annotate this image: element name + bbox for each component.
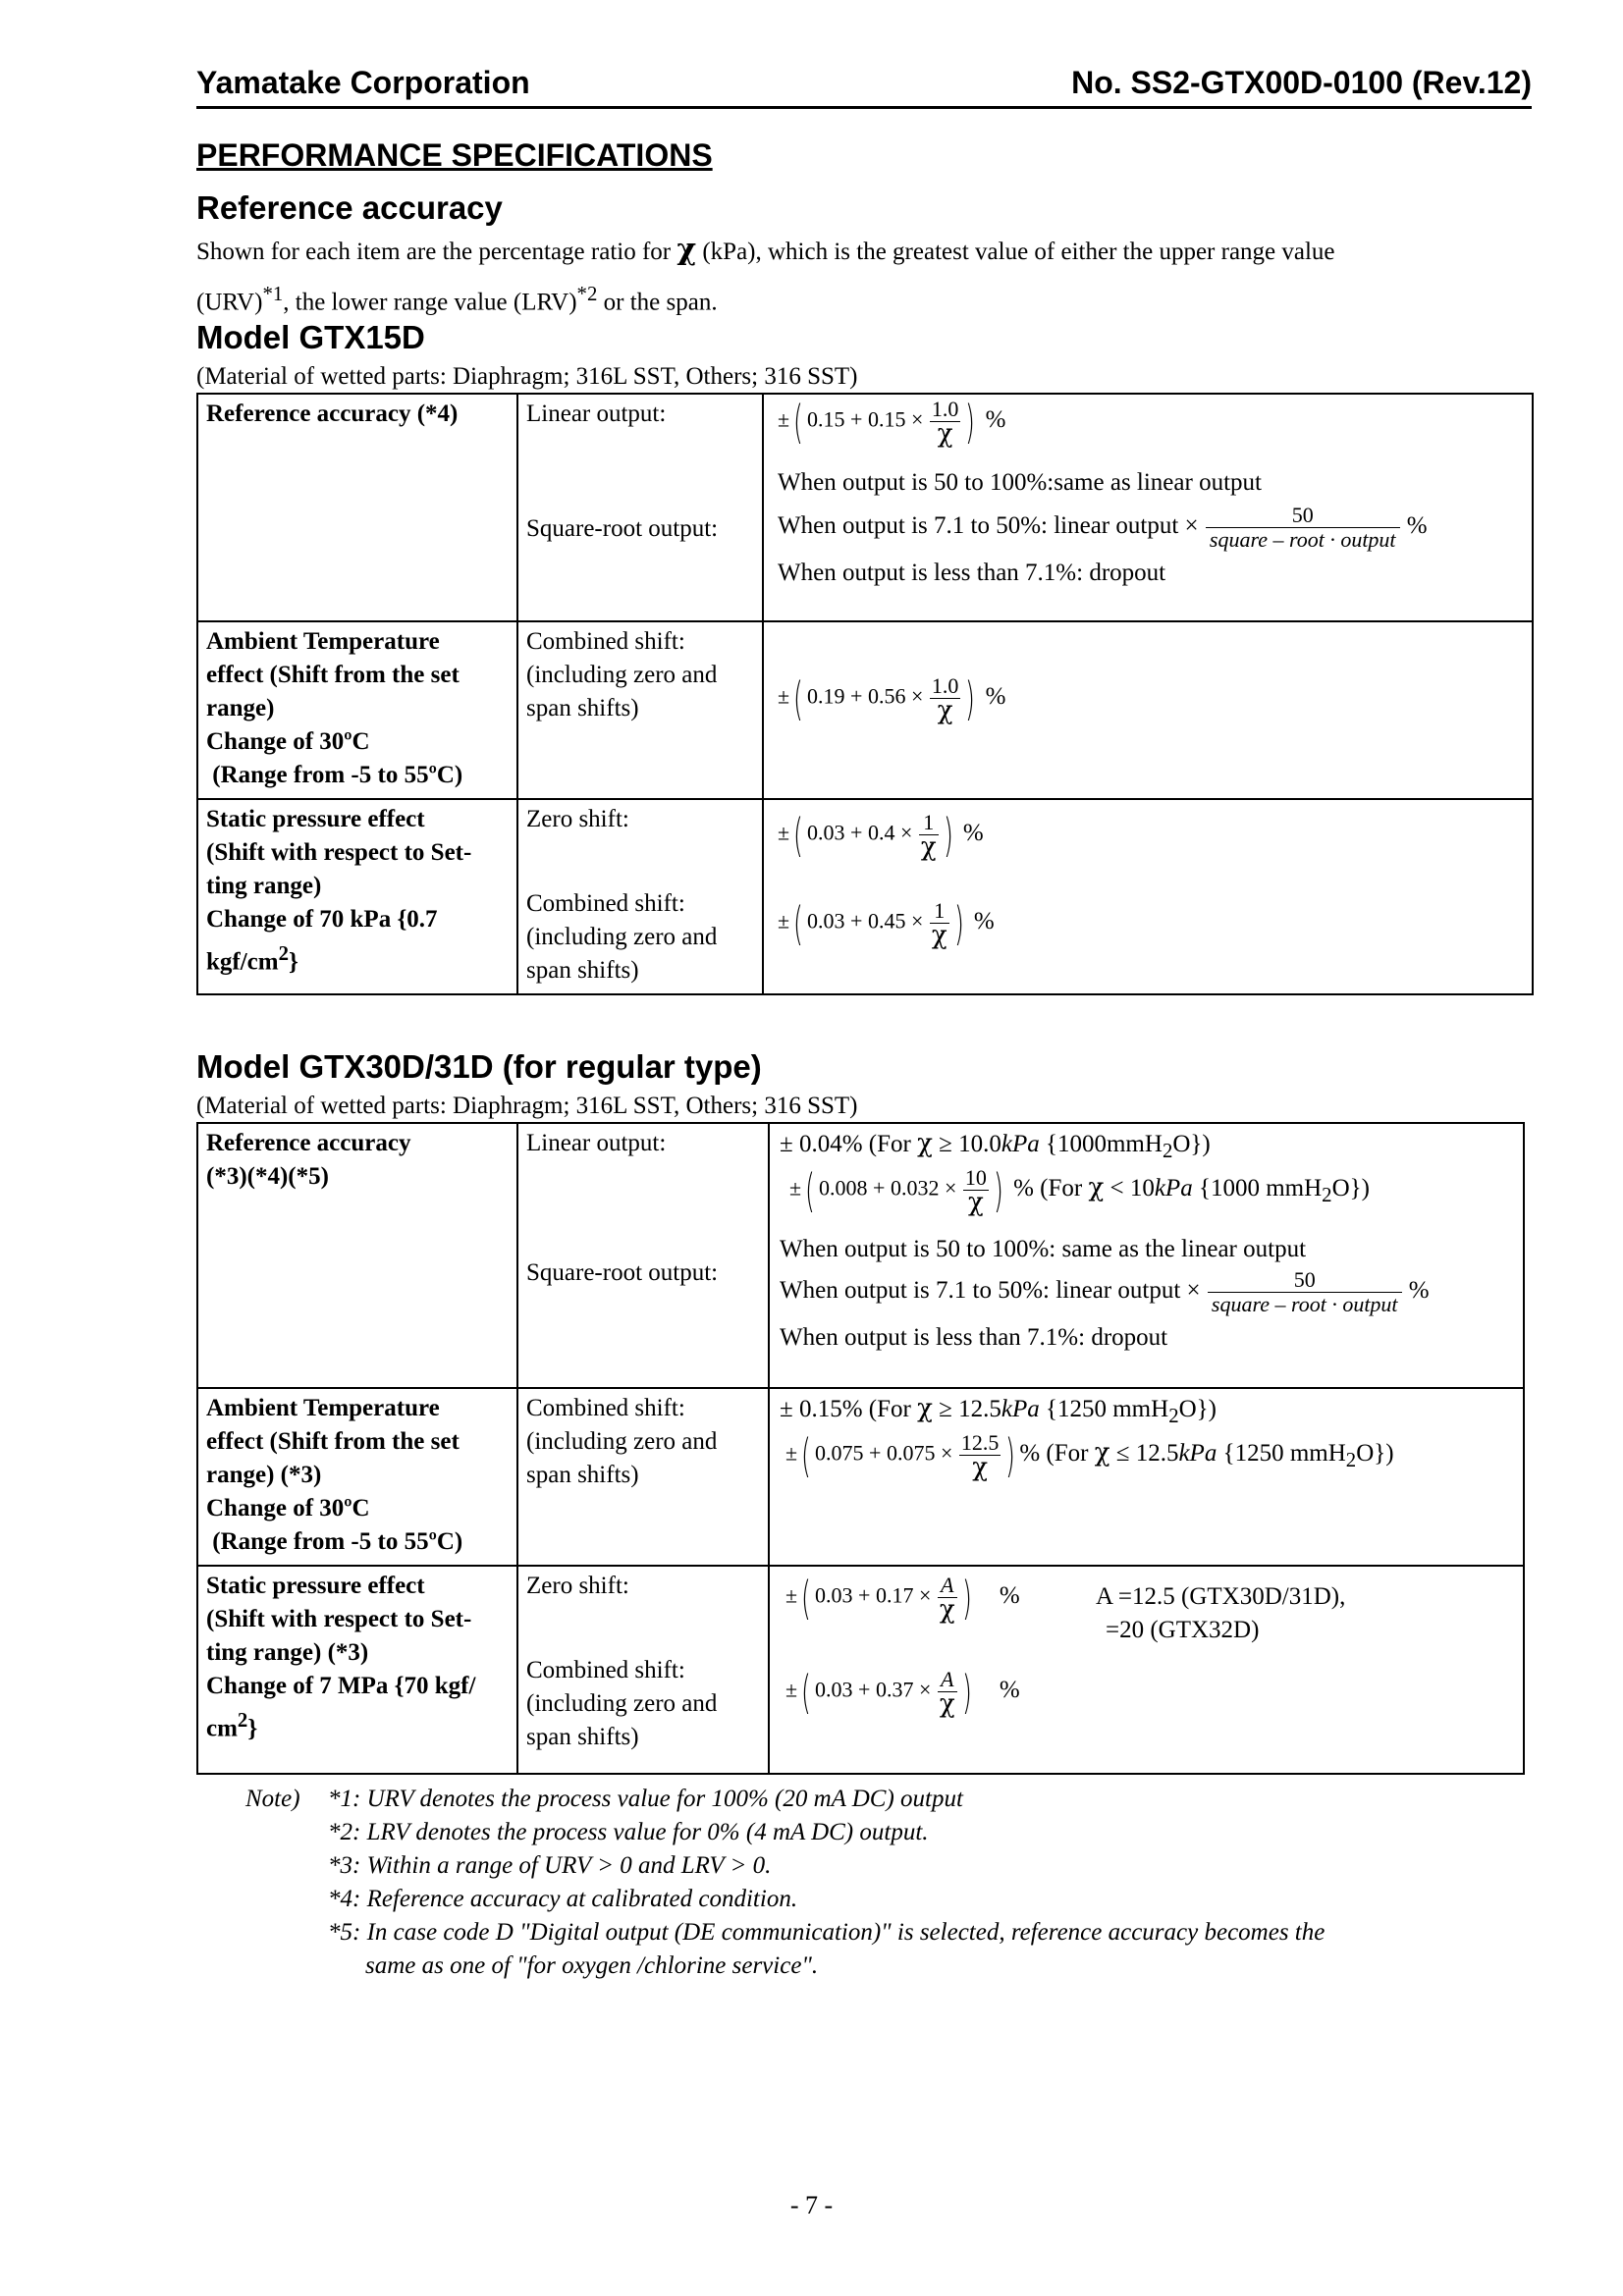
gtx15d-table xyxy=(196,393,1534,995)
linear-line-2: ±( 0.008 + 0.032 × $\frac{10}{\chi}$ ) % (For χ < 10kPa {1000 mmH$_2$O}) xyxy=(789,1163,1370,1217)
sqrt-line-1: When output is 50 to 100%:same as linear output xyxy=(778,469,1262,496)
sqrt-line-3: When output is less than 7.1%: dropout xyxy=(778,560,1166,586)
row-label: Static pressure effect (Shift with respect to Set- ting range) (*3) Change of 7 MPa {70 kgf/ $cm^2$} xyxy=(197,1566,517,1774)
sqrt-line-2: When output is 7.1 to 50%: linear output × $\frac{50}{\text{square – root · output}}$ % xyxy=(780,1267,1430,1316)
zero-shift-formula: ±( 0.03 + 0.4 × $\frac{1}{\chi}$ ) % xyxy=(778,808,984,862)
intro-line-2: (URV)$^{*1}$, the lower range value (LRV)$^{*2}$ or the span. xyxy=(196,282,718,316)
table-row xyxy=(197,1566,1524,1774)
row-label: Static pressure effect (Shift with respect to Set- ting range) Change of 70 kPa {0.7 kgf/$cm^2$} xyxy=(197,799,517,994)
row-label: Ambient Temperature effect (Shift from the set range) Change of 30ºC (Range from -5 to 55ºC) xyxy=(197,621,517,799)
table-row xyxy=(197,799,1533,994)
ambient-line-2: ±( 0.075 + 0.075 × $\frac{12.5}{\chi}$ ) % (For χ ≤ 12.5kPa {1250 mmH$_2$O}) xyxy=(785,1428,1394,1482)
table-row xyxy=(197,1123,1524,1388)
row-label: Ambient Temperature effect (Shift from the set range) (*3) Change of 30ºC (Range from -5 to 55ºC) xyxy=(197,1388,517,1566)
sqrt-line-1: When output is 50 to 100%: same as the linear output xyxy=(780,1236,1307,1262)
combined-shift-formula: ±( 0.03 + 0.45 × $\frac{1}{\chi}$ ) % xyxy=(778,896,995,950)
a-value-note: A =12.5 (GTX30D/31D), =20 (GTX32D) xyxy=(1096,1583,1346,1643)
row-values xyxy=(769,1123,1524,1388)
page-number: - 7 - xyxy=(789,2191,834,2219)
row-values xyxy=(763,799,1533,994)
row-label: Reference accuracy (*4) xyxy=(197,394,517,621)
gtx30d-material: (Material of wetted parts: Diaphragm; 316L SST, Others; 316 SST) xyxy=(196,1093,858,1119)
table-row xyxy=(197,1388,1524,1566)
row-label: Reference accuracy (*3)(*4)(*5) xyxy=(197,1123,517,1388)
row-sub-labels: Combined shift: (including zero and span shifts) xyxy=(517,621,763,799)
intro-line-1: Shown for each item are the percentage ratio for χ (kPa), which is the greatest value of either the upper range value xyxy=(196,233,1335,267)
gtx30d-table xyxy=(196,1122,1525,1775)
ambient-line-1: ± 0.15% (For χ ≥ 12.5kPa {1250 mmH$_2$O}) xyxy=(780,1394,1217,1427)
table-row xyxy=(197,621,1533,799)
linear-line-1: ± 0.04% (For χ ≥ 10.0kPa {1000mmH$_2$O}) xyxy=(780,1129,1211,1162)
row-values xyxy=(769,1388,1524,1566)
ambient-formula: ±( 0.19 + 0.56 × $\frac{1.0}{\chi}$ ) % xyxy=(778,671,1006,725)
gtx15d-material: (Material of wetted parts: Diaphragm; 316L SST, Others; 316 SST) xyxy=(196,363,858,390)
row-sub-labels: Combined shift: (including zero and span shifts) xyxy=(517,1388,769,1566)
table-row xyxy=(197,394,1533,621)
section-title: PERFORMANCE SPECIFICATIONS xyxy=(196,137,713,173)
row-values xyxy=(769,1566,1524,1774)
row-sub-labels: Zero shift: Combined shift: (including zero and span shifts) xyxy=(517,1566,769,1774)
row-sub-labels: Linear output: Square-root output: xyxy=(517,1123,769,1388)
document-number: No. SS2-GTX00D-0100 (Rev.12) xyxy=(1071,65,1532,100)
zero-shift-formula: ±( 0.03 + 0.17 × $\frac{A}{\chi}$ ) % xyxy=(785,1571,1020,1625)
company-name: Yamatake Corporation xyxy=(196,65,530,100)
row-sub-labels: Zero shift: Combined shift: (including zero and span shifts) xyxy=(517,799,763,994)
gtx30d-heading: Model GTX30D/31D (for regular type) xyxy=(196,1048,762,1085)
combined-shift-formula: ±( 0.03 + 0.37 × $\frac{A}{\chi}$ ) % xyxy=(785,1665,1020,1719)
row-values xyxy=(763,621,1533,799)
gtx15d-heading: Model GTX15D xyxy=(196,319,425,355)
reference-accuracy-heading: Reference accuracy xyxy=(196,189,503,226)
page-header xyxy=(196,61,1532,109)
chi-symbol: χ xyxy=(676,233,697,267)
row-values xyxy=(763,394,1533,621)
intro-paragraph xyxy=(196,229,1532,323)
row-sub-labels: Linear output: Square-root output: xyxy=(517,394,763,621)
sqrt-line-3: When output is less than 7.1%: dropout xyxy=(780,1324,1168,1351)
linear-formula: ±( 0.15 + 0.15 × $\frac{1.0}{\chi}$ ) % xyxy=(778,395,1006,449)
sqrt-line-2: When output is 7.1 to 50%: linear output × $\frac{50}{\text{square – root · output}}$ % xyxy=(778,503,1428,552)
